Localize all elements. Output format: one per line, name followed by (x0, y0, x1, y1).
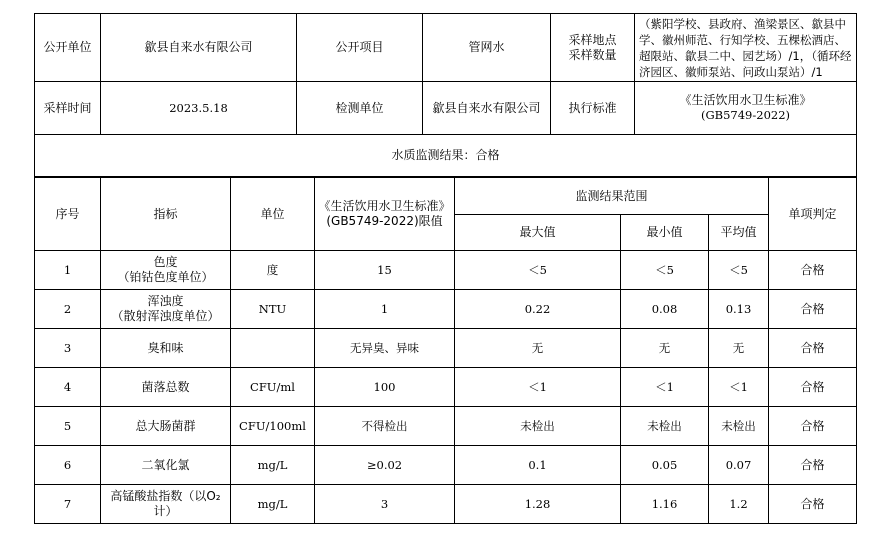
row-avg: 未检出 (709, 407, 769, 446)
row-unit: NTU (231, 290, 315, 329)
site-label-line-1: 采样地点 (568, 32, 617, 47)
header-max: 最大值 (455, 215, 621, 251)
site-label (551, 14, 635, 82)
row-limit: ≥0.02 (315, 446, 455, 485)
header-range: 监测结果范围 (455, 178, 769, 215)
unit-value: 歙县自来水有限公司 (101, 14, 297, 82)
row-indicator (101, 368, 231, 407)
table-row (35, 485, 857, 524)
row-avg: 1.2 (709, 485, 769, 524)
table-row (35, 446, 857, 485)
row-verdict: 合格 (769, 407, 857, 446)
row-avg: 无 (709, 329, 769, 368)
row-verdict: 合格 (769, 446, 857, 485)
org-value: 歙县自来水有限公司 (423, 82, 551, 135)
row-unit: 度 (231, 251, 315, 290)
row-index: 5 (35, 407, 101, 446)
item-value: 管网水 (423, 14, 551, 82)
row-index: 6 (35, 446, 101, 485)
row-max: 1.28 (455, 485, 621, 524)
row-limit: 15 (315, 251, 455, 290)
indicator-name: 菌落总数 (141, 379, 190, 394)
row-unit: CFU/ml (231, 368, 315, 407)
header-avg: 平均值 (709, 215, 769, 251)
row-indicator (101, 407, 231, 446)
row-indicator (101, 446, 231, 485)
std-value-line-2: (GB5749-2022) (700, 108, 791, 122)
row-unit: mg/L (231, 485, 315, 524)
row-avg: ＜5 (709, 251, 769, 290)
row-unit: mg/L (231, 446, 315, 485)
row-min: ＜5 (621, 251, 709, 290)
row-max: ＜1 (455, 368, 621, 407)
row-indicator (101, 251, 231, 290)
indicator-name: 二氧化氯 (141, 457, 190, 472)
row-indicator (101, 485, 231, 524)
item-label: 公开项目 (297, 14, 423, 82)
std-value (635, 82, 857, 135)
row-max: 0.22 (455, 290, 621, 329)
site-label-line-2: 采样数量 (568, 47, 617, 62)
row-max: 无 (455, 329, 621, 368)
row-limit: 3 (315, 485, 455, 524)
row-avg: 0.07 (709, 446, 769, 485)
row-index: 1 (35, 251, 101, 290)
info-table (34, 13, 857, 177)
row-min: ＜1 (621, 368, 709, 407)
unit-label: 公开单位 (35, 14, 101, 82)
row-limit: 无异臭、异味 (315, 329, 455, 368)
row-min: 未检出 (621, 407, 709, 446)
table-row (35, 368, 857, 407)
time-value: 2023.5.18 (101, 82, 297, 135)
row-min: 0.08 (621, 290, 709, 329)
result-summary: 水质监测结果：合格 (35, 135, 857, 177)
table-row (35, 251, 857, 290)
site-value: （紫阳学校、县政府、渔梁景区、歙县中学、徽州师范、行知学校、五棵松酒店、超限站、歙县二中、园艺场）/1，（循环经济园区、徽师泵站、问政山泵站）/1 (635, 14, 857, 82)
row-min: 无 (621, 329, 709, 368)
indicator-name: 浑浊度 (147, 294, 184, 308)
results-table (34, 177, 857, 524)
row-verdict: 合格 (769, 251, 857, 290)
row-limit: 不得检出 (315, 407, 455, 446)
header-verdict: 单项判定 (769, 178, 857, 251)
row-unit (231, 329, 315, 368)
row-max: 未检出 (455, 407, 621, 446)
indicator-name: 高锰酸盐指数（以O₂计） (110, 489, 221, 518)
std-value-line-1: 《生活饮用水卫生标准》 (679, 93, 812, 107)
header-unit: 单位 (231, 178, 315, 251)
table-row (35, 329, 857, 368)
row-limit: 1 (315, 290, 455, 329)
indicator-name: 色度 (153, 255, 178, 269)
row-min: 0.05 (621, 446, 709, 485)
indicator-name: 总大肠菌群 (135, 418, 196, 433)
time-label: 采样时间 (35, 82, 101, 135)
header-indicator: 指标 (101, 178, 231, 251)
row-indicator (101, 290, 231, 329)
row-max: 0.1 (455, 446, 621, 485)
row-unit: CFU/100ml (231, 407, 315, 446)
indicator-subtitle: （散射浑浊度单位） (111, 309, 220, 323)
row-index: 2 (35, 290, 101, 329)
row-index: 3 (35, 329, 101, 368)
header-index: 序号 (35, 178, 101, 251)
org-label: 检测单位 (297, 82, 423, 135)
row-avg: 0.13 (709, 290, 769, 329)
row-verdict: 合格 (769, 485, 857, 524)
table-row (35, 407, 857, 446)
header-min: 最小值 (621, 215, 709, 251)
row-avg: ＜1 (709, 368, 769, 407)
table-row (35, 290, 857, 329)
std-label: 执行标准 (551, 82, 635, 135)
indicator-name: 臭和味 (147, 340, 184, 355)
indicator-subtitle: （铂钴色度单位） (117, 270, 214, 284)
row-max: ＜5 (455, 251, 621, 290)
row-min: 1.16 (621, 485, 709, 524)
row-limit: 100 (315, 368, 455, 407)
row-verdict: 合格 (769, 290, 857, 329)
row-verdict: 合格 (769, 329, 857, 368)
header-limit: 《生活饮用水卫生标准》(GB5749-2022)限值 (315, 178, 455, 251)
row-index: 7 (35, 485, 101, 524)
row-indicator (101, 329, 231, 368)
result-rows (35, 251, 857, 524)
row-index: 4 (35, 368, 101, 407)
row-verdict: 合格 (769, 368, 857, 407)
